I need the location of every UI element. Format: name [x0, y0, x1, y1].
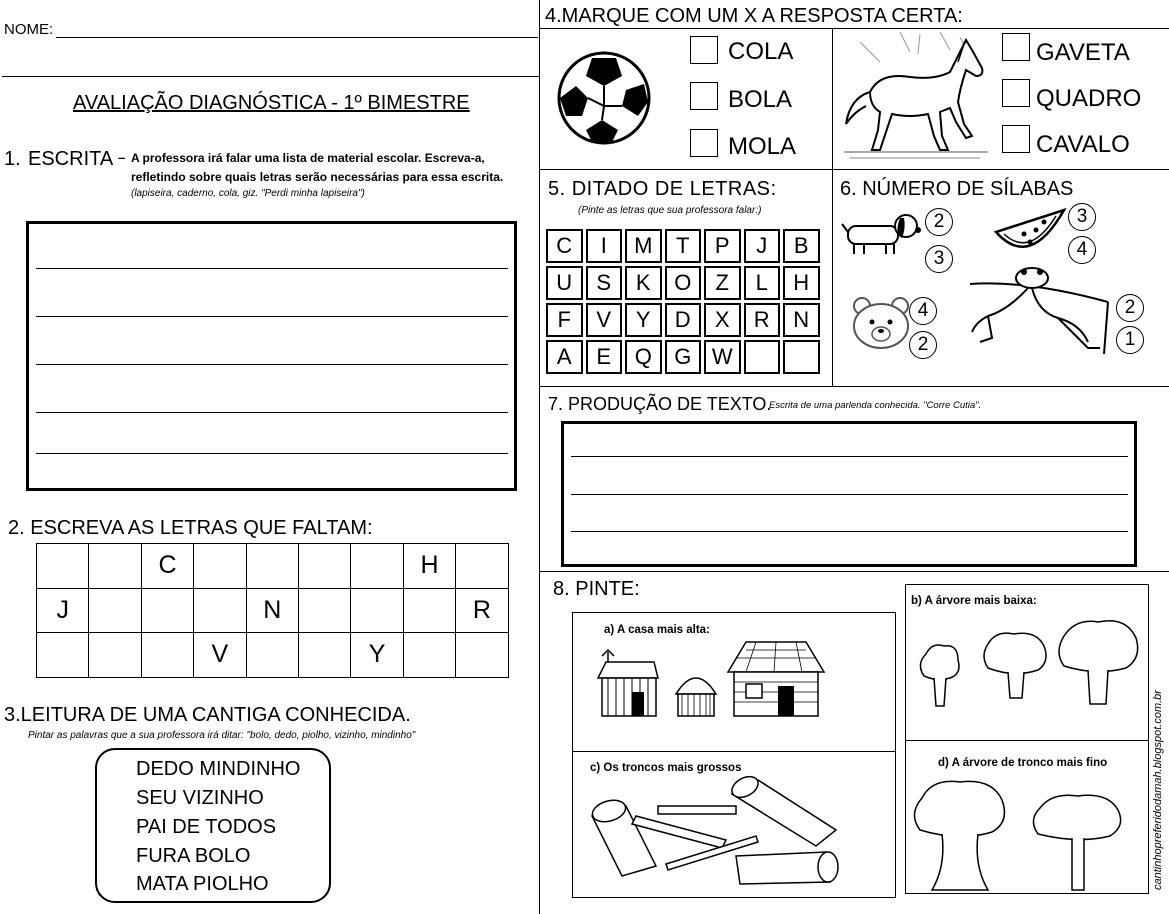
- q3-line[interactable]: SEU VIZINHO: [136, 787, 264, 809]
- q6-option-circle[interactable]: 3: [1068, 203, 1096, 231]
- tall-house-icon[interactable]: [726, 638, 826, 718]
- q6-option-circle[interactable]: 4: [909, 297, 937, 325]
- q4-checkbox-cavalo[interactable]: [1002, 125, 1030, 153]
- page-title: AVALIAÇÃO DIAGNÓSTICA - 1º BIMESTRE: [73, 92, 470, 114]
- q8-b-label: b) A árvore mais baixa:: [911, 595, 1037, 607]
- q4-top-line: [539, 28, 1169, 29]
- q1-line[interactable]: [36, 453, 508, 454]
- q5-cell[interactable]: Q: [625, 340, 662, 374]
- q3-line[interactable]: PAI DE TODOS: [136, 816, 277, 838]
- q2-cell[interactable]: [403, 632, 456, 678]
- q1-dash: –: [118, 150, 126, 165]
- q4-checkbox-bola[interactable]: [690, 82, 718, 110]
- q5-cell[interactable]: K: [625, 266, 662, 300]
- q3-instruction: Pintar as palavras que a sua professora irá ditar: "bolo, dedo, piolho, vizinho, mindinho": [28, 730, 416, 741]
- q4-q6-divider: [832, 28, 833, 386]
- q1-title: ESCRITA: [28, 148, 114, 170]
- q5-cell[interactable]: Y: [625, 303, 662, 337]
- q5-bottom-line: [539, 386, 1169, 387]
- watermark-url: cantinhopreferidodamah.blogspot.com.br: [1152, 690, 1164, 890]
- q5-cell[interactable]: P: [704, 229, 741, 263]
- q2-cell[interactable]: [246, 543, 299, 589]
- q4-option: QUADRO: [1036, 85, 1142, 112]
- q4-option: CAVALO: [1036, 131, 1130, 158]
- q1-line[interactable]: [36, 412, 508, 413]
- q2-cell[interactable]: [455, 632, 508, 678]
- q6-option-circle[interactable]: 2: [1116, 294, 1144, 322]
- q8-title: 8. PINTE:: [553, 578, 640, 600]
- q5-cell[interactable]: S: [586, 266, 623, 300]
- name-label: NOME:: [4, 21, 54, 38]
- q5-cell[interactable]: W: [704, 340, 741, 374]
- q6-option-circle[interactable]: 1: [1116, 326, 1144, 354]
- q2-cell: C: [141, 543, 194, 589]
- q3-line[interactable]: DEDO MINDINHO: [136, 758, 301, 780]
- thin-trunk-tree-icon[interactable]: [1030, 790, 1126, 894]
- hut-icon[interactable]: [672, 666, 720, 718]
- q5-cell[interactable]: C: [546, 229, 583, 263]
- q2-cell: H: [403, 543, 456, 589]
- q2-cell[interactable]: [350, 543, 403, 589]
- q2-cell: V: [193, 632, 246, 678]
- q5-cell[interactable]: U: [546, 266, 583, 300]
- q5-cell[interactable]: [744, 340, 781, 374]
- q8-a-label: a) A casa mais alta:: [604, 624, 710, 636]
- q3-line[interactable]: MATA PIOLHO: [136, 873, 269, 895]
- q2-cell: R: [455, 588, 508, 634]
- q2-cell[interactable]: [455, 543, 508, 589]
- q6-option-circle[interactable]: 2: [909, 331, 937, 359]
- q1-number: 1.: [4, 148, 21, 170]
- q1-line[interactable]: [36, 268, 508, 269]
- q2-cell[interactable]: [350, 588, 403, 634]
- q5-cell[interactable]: R: [744, 303, 781, 337]
- q2-cell[interactable]: [298, 543, 351, 589]
- q7-line[interactable]: [571, 494, 1128, 495]
- q5-cell[interactable]: [783, 340, 820, 374]
- q1-words-hint: (lapiseira, caderno, cola, giz. "Perdi minha lapiseira"): [131, 188, 365, 199]
- q7-line[interactable]: [571, 456, 1128, 457]
- bear-icon: [852, 296, 910, 350]
- q6-option-circle[interactable]: 3: [925, 245, 953, 273]
- q2-cell[interactable]: [193, 588, 246, 634]
- q1-answer-box[interactable]: [26, 221, 517, 491]
- q2-cell[interactable]: [298, 588, 351, 634]
- q5-cell[interactable]: O: [665, 266, 702, 300]
- q4-bottom-line: [539, 169, 1169, 170]
- logs-icon[interactable]: [586, 776, 856, 888]
- q4-checkbox-mola[interactable]: [690, 129, 718, 157]
- q5-cell[interactable]: X: [704, 303, 741, 337]
- q2-cell[interactable]: [298, 632, 351, 678]
- q5-instruction: (Pinte as letras que sua professora falar:): [578, 205, 762, 216]
- q7-bottom-line: [539, 571, 1169, 572]
- header-divider: [2, 76, 539, 77]
- q4-checkbox-cola[interactable]: [690, 36, 718, 64]
- q5-cell[interactable]: I: [586, 229, 623, 263]
- q1-instruction-1: A professora irá falar uma lista de material escolar. Escreva-a,: [131, 151, 485, 165]
- q1-instruction-2: refletindo sobre quais letras serão necessárias para essa escrita.: [131, 170, 504, 184]
- tall-tree-icon[interactable]: [1056, 616, 1140, 708]
- q2-cell[interactable]: [141, 632, 194, 678]
- q5-cell[interactable]: D: [665, 303, 702, 337]
- q2-cell: N: [246, 588, 299, 634]
- q5-cell[interactable]: H: [783, 266, 820, 300]
- q8-c-label: c) Os troncos mais grossos: [590, 762, 742, 774]
- q5-cell[interactable]: M: [625, 229, 662, 263]
- q1-line[interactable]: [36, 364, 508, 365]
- q2-cell[interactable]: [246, 632, 299, 678]
- q4-option: COLA: [728, 38, 794, 65]
- q5-cell[interactable]: E: [586, 340, 623, 374]
- frog-icon: [968, 262, 1116, 360]
- q2-cell[interactable]: [88, 588, 141, 634]
- short-tree-icon[interactable]: [918, 640, 962, 710]
- q1-line[interactable]: [36, 316, 508, 317]
- q5-cell[interactable]: J: [744, 229, 781, 263]
- q6-option-circle[interactable]: 4: [1068, 236, 1096, 264]
- column-divider: [539, 0, 540, 914]
- q4-checkbox-quadro[interactable]: [1002, 79, 1030, 107]
- q4-option: GAVETA: [1036, 39, 1130, 66]
- q2-cell[interactable]: [403, 588, 456, 634]
- q6-option-circle[interactable]: 2: [925, 208, 953, 236]
- q2-cell: Y: [350, 632, 403, 678]
- name-line[interactable]: [56, 37, 538, 38]
- medium-tree-icon[interactable]: [980, 628, 1050, 702]
- q5-title: 5. DITADO DE LETRAS:: [548, 178, 777, 200]
- q5-cell[interactable]: B: [783, 229, 820, 263]
- q4-option: BOLA: [728, 86, 793, 113]
- thick-trunk-tree-icon[interactable]: [912, 776, 1008, 894]
- q3-line[interactable]: FURA BOLO: [136, 845, 251, 867]
- dog-icon: [842, 212, 922, 258]
- q5-cell[interactable]: Z: [704, 266, 741, 300]
- q4-title: 4.MARQUE COM UM X A RESPOSTA CERTA:: [545, 5, 963, 27]
- q2-title: 2. ESCREVA AS LETRAS QUE FALTAM:: [8, 517, 373, 539]
- q2-cell[interactable]: [36, 543, 89, 589]
- q5-cell[interactable]: G: [665, 340, 702, 374]
- q2-cell[interactable]: [88, 543, 141, 589]
- q5-cell[interactable]: L: [744, 266, 781, 300]
- q8-d-label: d) A árvore de tronco mais fino: [938, 757, 1108, 769]
- watermelon-icon: [994, 200, 1066, 260]
- q7-instruction: Escrita de uma parlenda conhecida. "Corre Cutia".: [769, 400, 982, 411]
- q8-right-divider: [905, 740, 1149, 741]
- horse-icon: [840, 32, 992, 166]
- q5-cell[interactable]: F: [546, 303, 583, 337]
- q2-cell[interactable]: [88, 632, 141, 678]
- q7-title: 7. PRODUÇÃO DE TEXTO.: [548, 394, 772, 414]
- q2-cell: J: [36, 588, 89, 634]
- q5-cell[interactable]: A: [546, 340, 583, 374]
- q2-cell[interactable]: [36, 632, 89, 678]
- q5-cell[interactable]: N: [783, 303, 820, 337]
- q3-title: 3.LEITURA DE UMA CANTIGA CONHECIDA.: [4, 704, 411, 726]
- small-house-icon[interactable]: [596, 648, 660, 718]
- q6-title: 6. NÚMERO DE SÍLABAS: [840, 178, 1074, 200]
- q7-line[interactable]: [571, 531, 1128, 532]
- q5-cell[interactable]: V: [586, 303, 623, 337]
- q5-cell[interactable]: T: [665, 229, 702, 263]
- q2-cell[interactable]: [193, 543, 246, 589]
- soccer-ball-icon: [556, 50, 652, 146]
- q2-cell[interactable]: [141, 588, 194, 634]
- q8-left-divider: [572, 751, 896, 752]
- q4-option: MOLA: [728, 133, 797, 160]
- q4-checkbox-gaveta[interactable]: [1002, 33, 1030, 61]
